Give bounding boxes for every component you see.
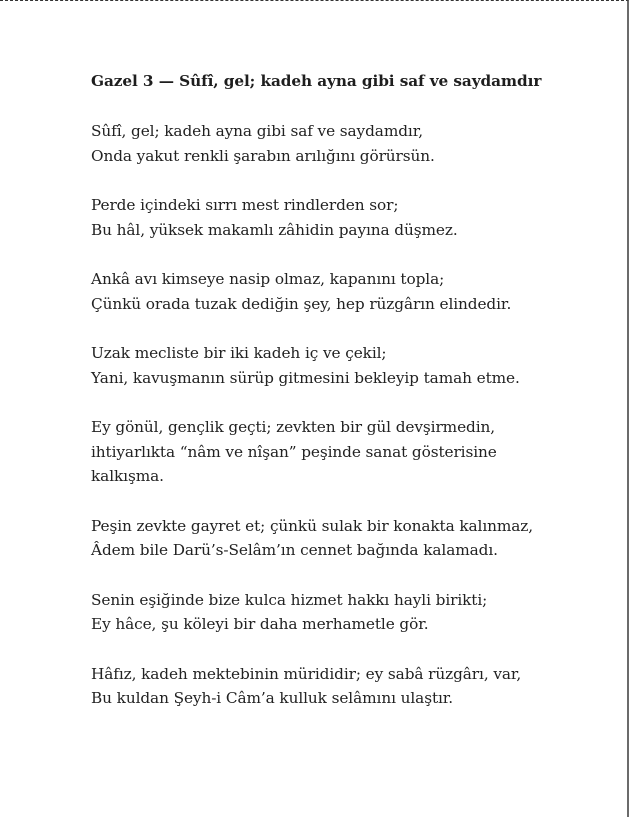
- verse-line: Onda yakut renkli şarabın arılığını görürsün.: [91, 146, 435, 165]
- verse-line: Peşin zevkte gayret et; çünkü sulak bir konakta kalınmaz,: [91, 516, 534, 535]
- stanza-5: [91, 415, 611, 489]
- verse-line: ihtiyarlıkta “nâm ve nîşan” peşinde sanat gösterisine: [91, 442, 497, 461]
- verse-line: Senin eşiğinde bize kulca hizmet hakkı hayli birikti;: [91, 590, 488, 609]
- stanza-2: [91, 193, 611, 242]
- verse-line: Ey gönül, gençlik geçti; zevkten bir gül devşirmedin,: [91, 418, 496, 436]
- stanza-3: [91, 267, 611, 316]
- stanza-7: [91, 588, 611, 637]
- verse-line: Çünkü orada tuzak dediğin şey, hep rüzgârın elindedir.: [91, 294, 512, 313]
- verse-line: Âdem bile Darü’s-Selâm’ın cennet bağında kalamadı.: [91, 541, 498, 559]
- stanza-6: [91, 514, 611, 563]
- verse-line: Uzak mecliste bir iki kadeh iç ve çekil;: [91, 344, 387, 362]
- verse-line: Sûfî, gel; kadeh ayna gibi saf ve saydamdır,: [91, 122, 423, 140]
- verse-line: Bu hâl, yüksek makamlı zâhidin payına düşmez.: [91, 220, 458, 239]
- verse-line: Hâfız, kadeh mektebinin mürididir; ey sabâ rüzgârı, var,: [91, 664, 522, 683]
- verse-line: Yani, kavuşmanın sürüp gitmesini bekleyip tamah etme.: [91, 368, 520, 387]
- verse-line: kalkışma.: [91, 467, 164, 485]
- verse-line: Bu kuldan Şeyh-i Câm’a kulluk selâmını ulaştır.: [91, 689, 454, 707]
- poem-content: [91, 69, 611, 736]
- stanza-1: [91, 119, 611, 168]
- stanza-4: [91, 341, 611, 390]
- verse-line: Ey hâce, şu köleyi bir daha merhametle gör.: [91, 615, 429, 633]
- poem-title: Gazel 3 — Sûfî, gel; kadeh ayna gibi saf ve saydamdır: [91, 72, 542, 90]
- verse-line: Perde içindeki sırrı mest rindlerden sor;: [91, 196, 399, 214]
- verse-line: Ankâ avı kimseye nasip olmaz, kapanını topla;: [91, 270, 445, 288]
- stanza-8: [91, 662, 611, 711]
